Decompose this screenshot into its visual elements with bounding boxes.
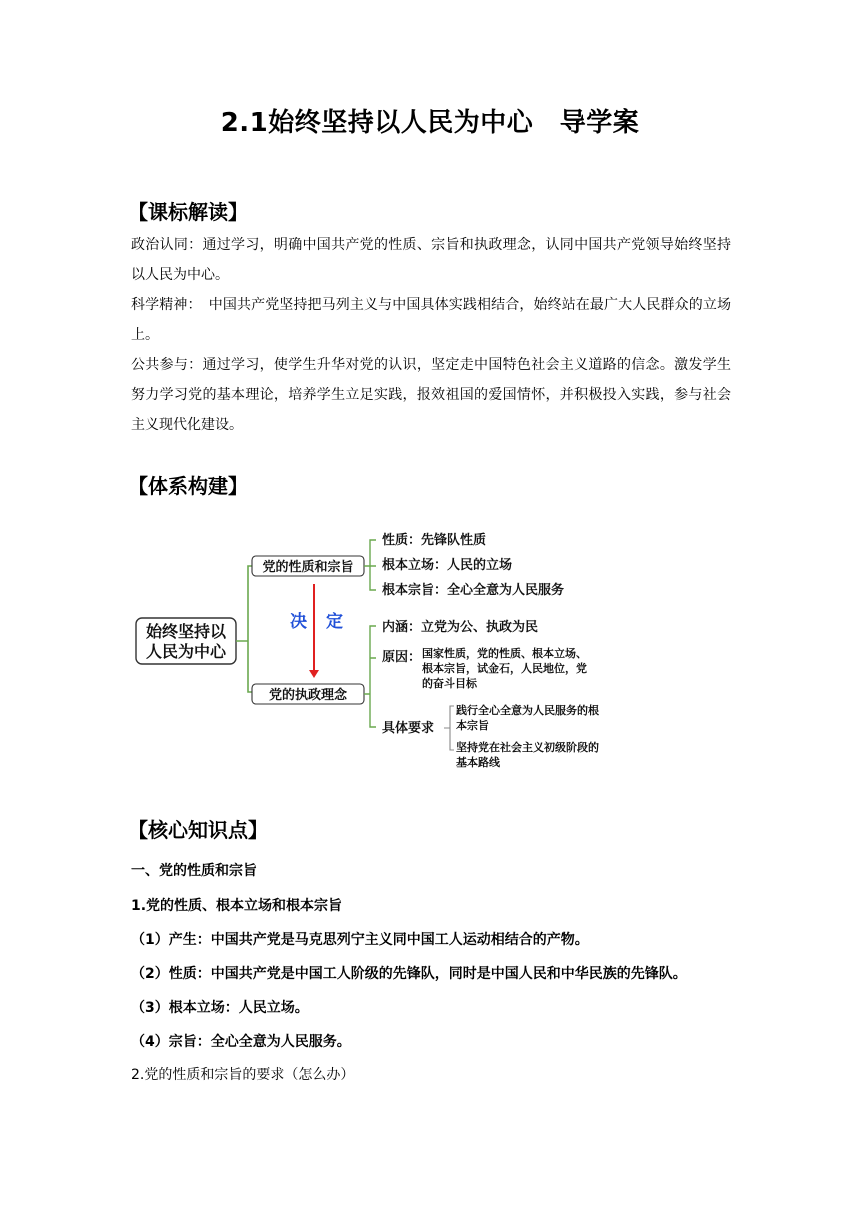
page-title: 2.1始终坚持以人民为中心 导学案 <box>220 108 640 138</box>
bottom-bracket <box>364 626 376 727</box>
requirement-2-line-2: 基本路线 <box>456 756 500 769</box>
requirement-1-line-1: 践行全心全意为人民服务的根 <box>456 704 599 717</box>
root-connector <box>236 566 252 692</box>
section-heading-system: 【体系构建】 <box>128 474 248 498</box>
core-item-2: 2.党的性质和宗旨的要求（怎么办） <box>131 1067 355 1083</box>
curriculum-text <box>131 230 731 440</box>
reason-line-1: 国家性质，党的性质、根本立场、 <box>422 647 587 660</box>
top-bracket <box>364 540 376 590</box>
reason-line-3: 的奋斗目标 <box>422 677 477 690</box>
core-point: （3）根本立场：人民立场。 <box>131 1000 309 1016</box>
requirement-bracket <box>444 706 454 750</box>
curriculum-paragraph: 公共参与：通过学习，使学生升华对党的认识，坚定走中国特色社会主义道路的信念。激发学生努力学习党的基本理论，培养学生立足实践，报效祖国的爱国情怀，并积极投入实践，参与社会主义现代化建设。 <box>131 357 731 433</box>
core-item-1: 1.党的性质、根本立场和根本宗旨 <box>131 898 343 914</box>
core-subheading: 一、党的性质和宗旨 <box>131 863 257 879</box>
requirement-2-line-1: 坚持党在社会主义初级阶段的 <box>456 741 599 754</box>
core-point: （2）性质：中国共产党是中国工人阶级的先锋队，同时是中国人民和中华民族的先锋队。 <box>131 966 687 982</box>
core-point: （1）产生：中国共产党是马克思列宁主义同中国工人运动相结合的产物。 <box>131 932 589 948</box>
root-label-line2: 人民为中心 <box>145 642 227 661</box>
curriculum-paragraph: 科学精神： 中国共产党坚持把马列主义与中国具体实践相结合，始终站在最广大人民群众的立场上。 <box>131 297 731 343</box>
core-point: （4）宗旨：全心全意为人民服务。 <box>131 1034 351 1050</box>
root-label-line1: 始终坚持以 <box>145 622 227 641</box>
requirement-1-line-2: 本宗旨 <box>456 719 489 732</box>
reason-label: 原因： <box>382 650 422 665</box>
top-item-purpose: 根本宗旨：全心全意为人民服务 <box>382 583 565 598</box>
section-heading-core: 【核心知识点】 <box>128 818 268 842</box>
branch-label-governance: 党的执政理念 <box>268 688 348 703</box>
decide-label-2: 定 <box>326 612 343 632</box>
branch-label-nature: 党的性质和宗旨 <box>262 560 354 575</box>
curriculum-paragraph: 政治认同：通过学习，明确中国共产党的性质、宗旨和执政理念，认同中国共产党领导始终坚持以人民为中心。 <box>131 237 731 283</box>
mind-map-diagram <box>132 522 632 780</box>
decide-arrow-head <box>309 670 319 678</box>
connotation-text: 内涵：立党为公、执政为民 <box>382 620 539 635</box>
reason-line-2: 根本宗旨，试金石，人民地位，党 <box>422 662 587 675</box>
decide-label-1: 决 <box>290 612 307 632</box>
section-heading-curriculum: 【课标解读】 <box>128 200 248 224</box>
requirement-label: 具体要求 <box>382 721 435 736</box>
top-item-nature: 性质：先锋队性质 <box>382 533 487 548</box>
top-item-stance: 根本立场：人民的立场 <box>382 558 513 573</box>
